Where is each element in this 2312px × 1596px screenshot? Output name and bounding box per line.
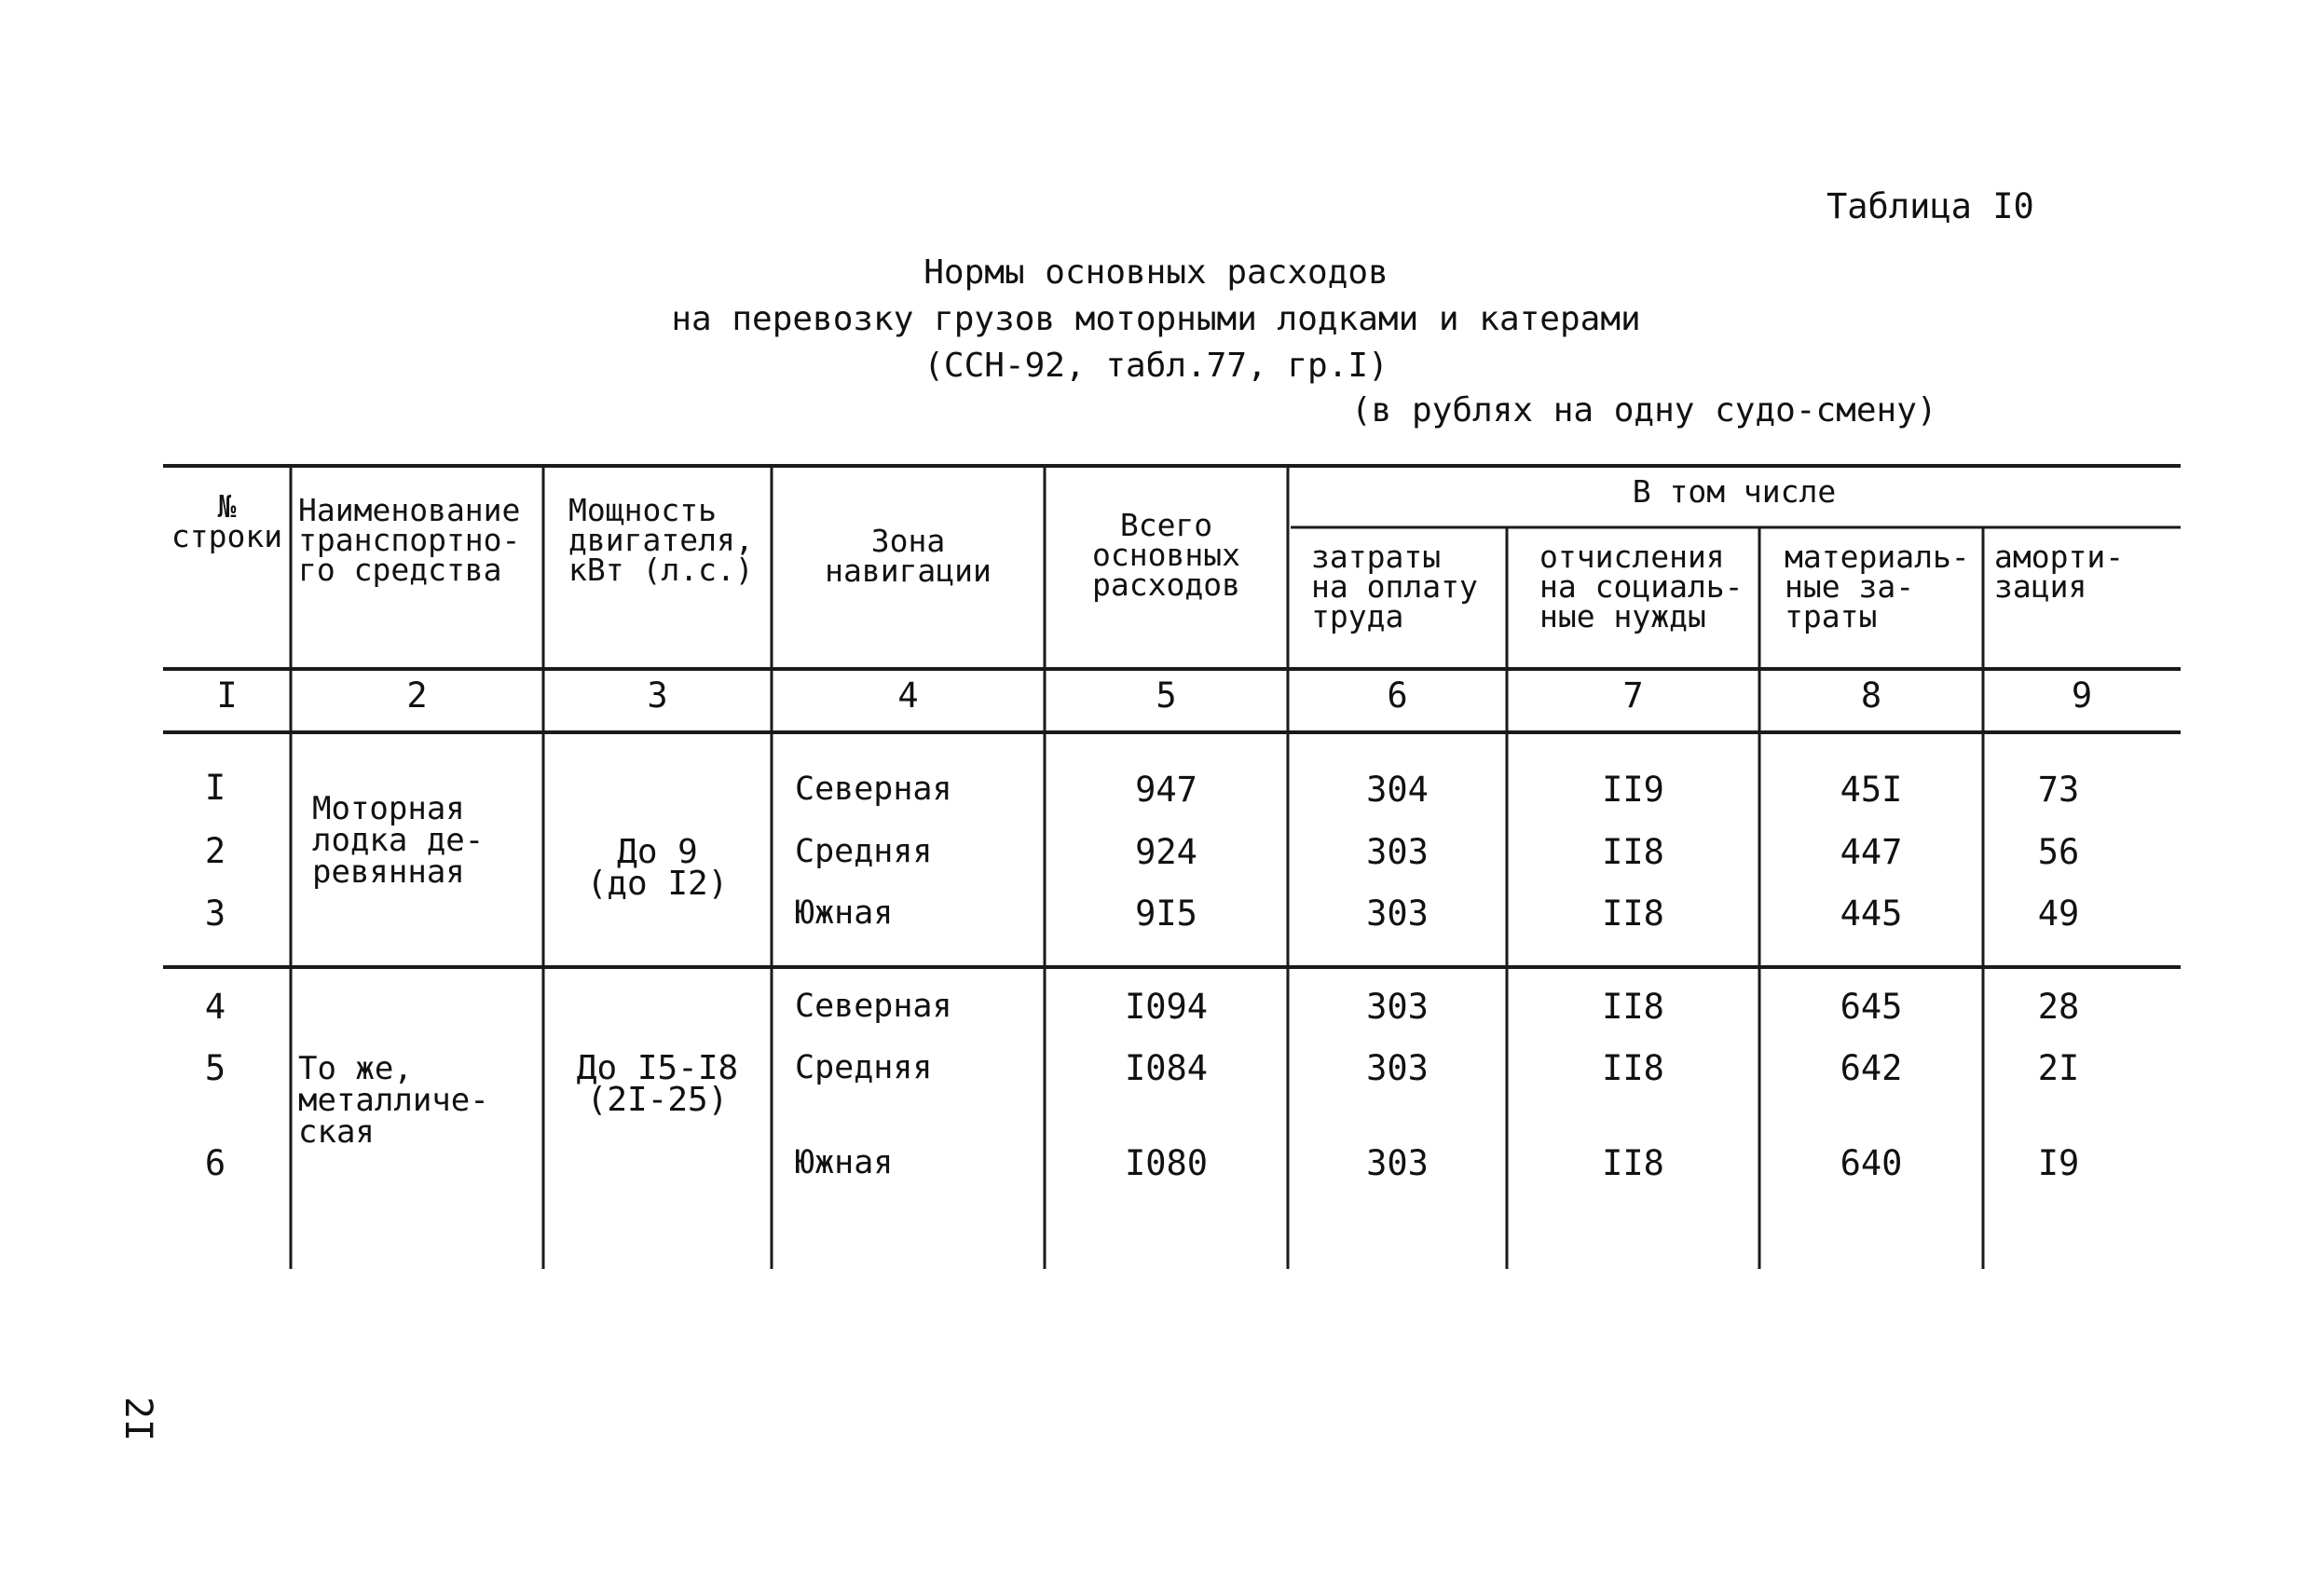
title-line-2: на перевозку грузов моторными лодками и катерами (671, 300, 1641, 338)
labor-value: 303 (1366, 987, 1429, 1027)
social-value: II8 (1602, 1143, 1664, 1183)
page-number: 2I (116, 1396, 159, 1442)
header-social-contributions: отчисления на социаль- ные нужды (1539, 539, 1744, 634)
title-line-3: (ССН-92, табл.77, гр.I) (923, 347, 1389, 385)
header-material-costs: материаль- ные за- траты (1785, 539, 1970, 634)
zone-name: Северная (795, 771, 952, 808)
title-line-1: Нормы основных расходов (923, 253, 1389, 292)
column-number: 9 (2071, 675, 2093, 716)
total-value: 9I5 (1135, 893, 1197, 934)
labor-value: 303 (1366, 893, 1429, 934)
units-note: (в рублях на одну судо-смену) (1351, 391, 1937, 430)
depreciation-value: 2I (2037, 1048, 2080, 1088)
labor-value: 303 (1366, 1048, 1429, 1088)
social-value: II8 (1602, 1048, 1664, 1088)
header-navigation-zone: Зона навигации (825, 523, 992, 589)
column-number: 3 (647, 675, 668, 716)
social-value: II8 (1602, 832, 1664, 872)
group-vehicle-name: То же, металличе- ская (298, 1050, 489, 1151)
depreciation-value: 49 (2037, 893, 2080, 934)
group-engine-power: До 9 (до I2) (586, 833, 729, 903)
row-number: 4 (204, 987, 226, 1027)
header-total-expenses: Всего основных расходов (1092, 507, 1240, 603)
social-value: II8 (1602, 987, 1664, 1027)
labor-value: 303 (1366, 1143, 1429, 1183)
total-value: I084 (1124, 1048, 1209, 1088)
column-number: 8 (1860, 675, 1882, 716)
zone-name: Северная (795, 988, 952, 1025)
group-engine-power: До I5-I8 (2I-25) (576, 1049, 739, 1119)
depreciation-value: 73 (2037, 770, 2080, 810)
column-number: 4 (897, 675, 919, 716)
row-number: 6 (204, 1143, 226, 1183)
total-value: 947 (1135, 770, 1197, 810)
column-number: I (216, 675, 238, 716)
header-depreciation: аморти- зация (1994, 539, 2125, 605)
table-label: Таблица I0 (1826, 186, 2034, 226)
header-labor-costs: затраты на оплату труда (1311, 539, 1478, 634)
total-value: I094 (1124, 987, 1209, 1027)
row-number: 3 (204, 893, 226, 934)
depreciation-value: 28 (2037, 987, 2080, 1027)
row-number: 2 (204, 831, 226, 871)
row-number: I (204, 768, 226, 808)
total-value: 924 (1135, 832, 1197, 872)
column-number: 6 (1387, 675, 1408, 716)
depreciation-value: I9 (2037, 1143, 2080, 1183)
row-number: 5 (204, 1048, 226, 1088)
social-value: II9 (1602, 770, 1664, 810)
column-number: 7 (1622, 675, 1644, 716)
labor-value: 304 (1366, 770, 1429, 810)
header-including: В том числе (1632, 473, 1837, 510)
materials-value: 445 (1840, 893, 1903, 934)
social-value: II8 (1602, 893, 1664, 934)
labor-value: 303 (1366, 832, 1429, 872)
materials-value: 45I (1840, 770, 1903, 810)
zone-name: Южная (795, 1144, 894, 1181)
zone-name: Южная (795, 894, 894, 932)
header-engine-power: Мощность двигателя, кВт (л.с.) (568, 492, 754, 588)
header-vehicle-name: Наименование транспортно- го средства (298, 492, 521, 588)
column-number: 5 (1156, 675, 1177, 716)
depreciation-value: 56 (2037, 832, 2080, 872)
materials-value: 640 (1840, 1143, 1903, 1183)
zone-name: Средняя (795, 833, 933, 870)
materials-value: 447 (1840, 832, 1903, 872)
materials-value: 642 (1840, 1048, 1903, 1088)
zone-name: Средняя (795, 1049, 933, 1086)
group-vehicle-name: Моторная лодка де- ревянная (312, 790, 485, 891)
column-number: 2 (406, 675, 428, 716)
header-row-number: № строки (171, 488, 283, 554)
materials-value: 645 (1840, 987, 1903, 1027)
total-value: I080 (1124, 1143, 1209, 1183)
